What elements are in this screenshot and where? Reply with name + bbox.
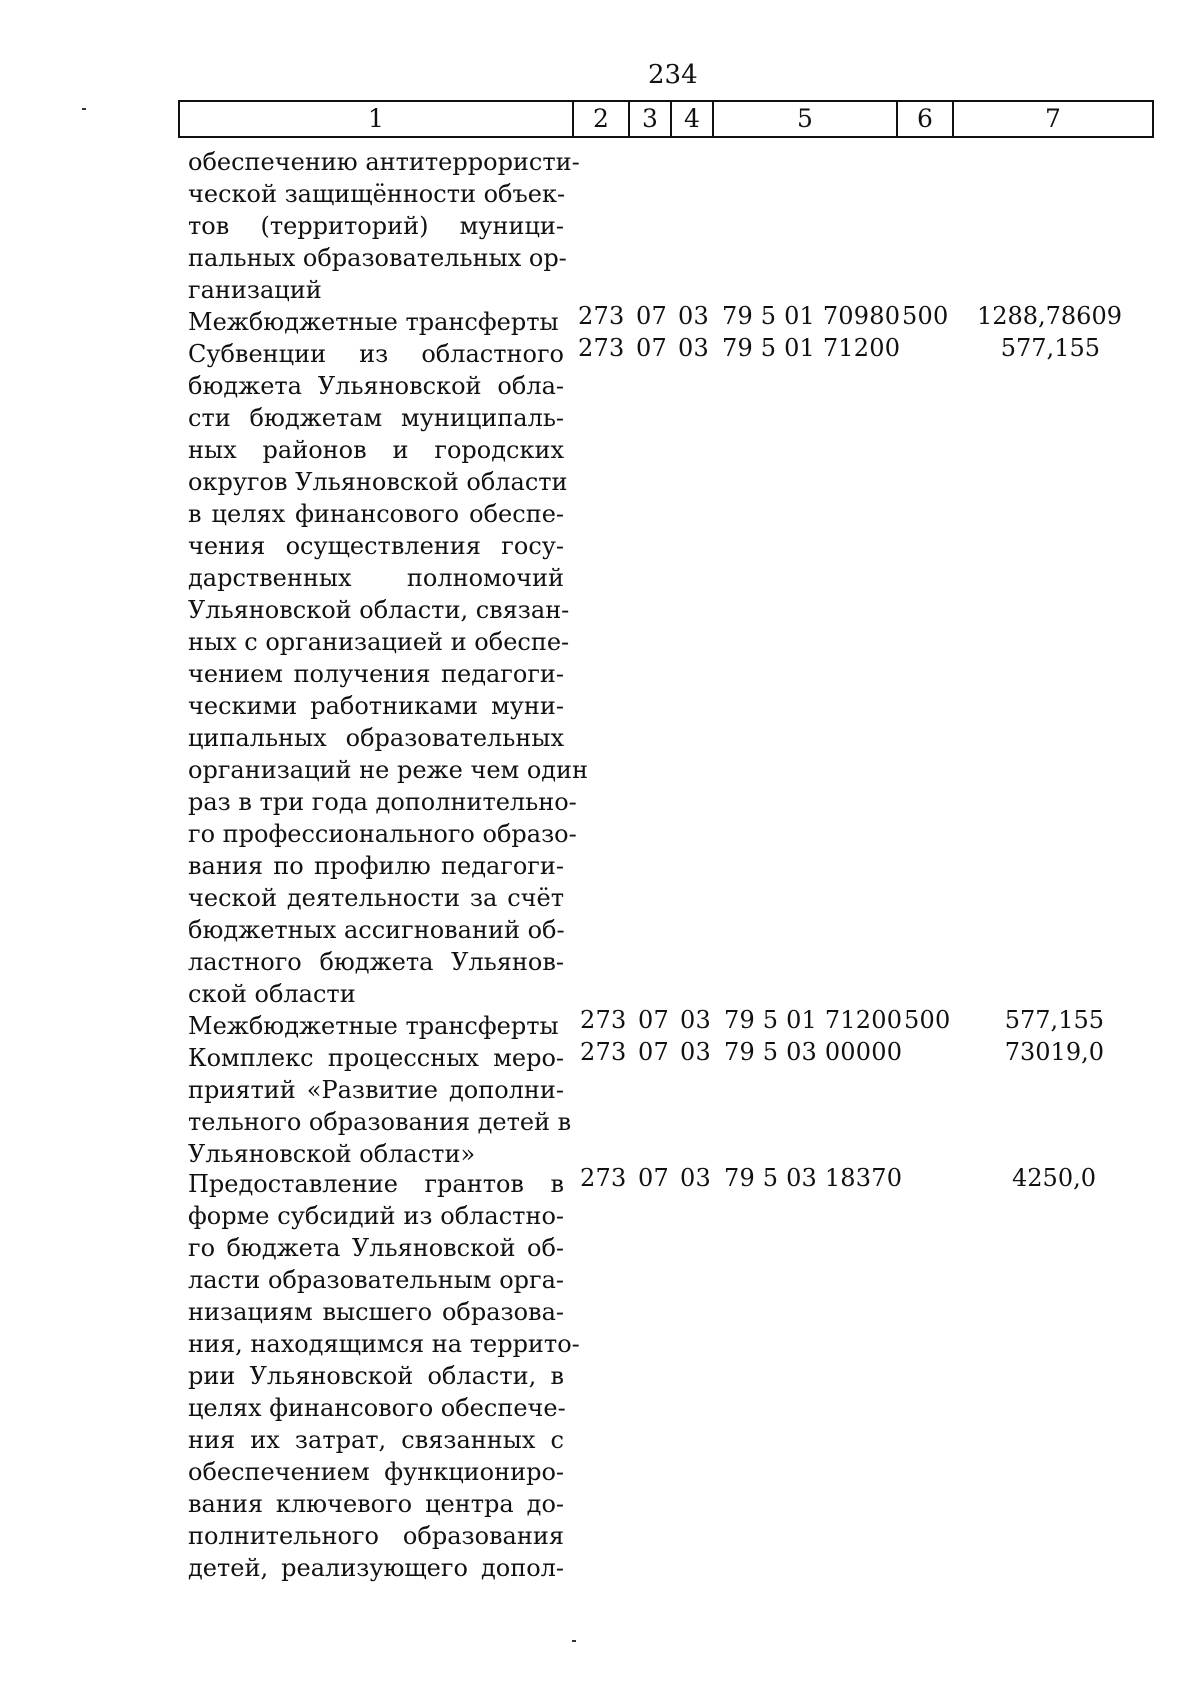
description-line: ческой защищённости объек- xyxy=(188,180,566,208)
table-header xyxy=(178,100,1154,138)
description-line: низациям высшего образова- xyxy=(188,1298,564,1326)
description-line: полнительного образования xyxy=(188,1522,564,1550)
description-line: бюджетных ассигнований об- xyxy=(188,916,565,944)
code-chapter: 273 xyxy=(580,1006,627,1034)
description-line: ласти образовательным орга- xyxy=(188,1266,564,1294)
code-target-item: 79 5 01 71200 xyxy=(724,1006,903,1034)
code-chapter: 273 xyxy=(580,1038,627,1066)
code-chapter: 273 xyxy=(578,302,625,330)
header-col-4: 4 xyxy=(670,102,712,136)
scan-speck xyxy=(82,108,86,110)
amount: 4250,0 xyxy=(1012,1164,1096,1192)
description-line: вания по профилю педагоги- xyxy=(188,852,564,880)
code-chapter: 273 xyxy=(580,1164,627,1192)
description-line: Межбюджетные трансферты xyxy=(188,308,559,336)
description-line: тельного образования детей в xyxy=(188,1108,572,1136)
description-line: сти бюджетам муниципаль- xyxy=(188,404,564,432)
description-line: форме субсидий из областно- xyxy=(188,1202,564,1230)
description-line: округов Ульяновской области xyxy=(188,468,568,496)
header-col-3: 3 xyxy=(628,102,670,136)
header-col-6: 6 xyxy=(896,102,952,136)
description-line: Ульяновской области» xyxy=(188,1140,476,1168)
code-expense-type: 500 xyxy=(904,1006,951,1034)
table-row-description xyxy=(188,1042,572,1170)
description-line: Межбюджетные трансферты xyxy=(188,1012,559,1040)
code-section: 07 xyxy=(638,1038,669,1066)
code-section: 07 xyxy=(638,1164,669,1192)
page-number: 234 xyxy=(648,60,698,90)
description-line: го профессионального образо- xyxy=(188,820,577,848)
code-section: 07 xyxy=(636,302,667,330)
amount: 577,155 xyxy=(1000,334,1100,362)
code-subsection: 03 xyxy=(680,1164,711,1192)
description-line: ния их затрат, связанных с xyxy=(188,1426,564,1454)
table-row-description xyxy=(188,146,580,306)
header-col-7: 7 xyxy=(952,102,1152,136)
amount: 577,155 xyxy=(1004,1006,1104,1034)
code-subsection: 03 xyxy=(680,1006,711,1034)
description-line: вания ключевого центра до- xyxy=(188,1490,564,1518)
description-line: чения осуществления госу- xyxy=(188,532,564,560)
description-line: рии Ульяновской области, в xyxy=(188,1362,564,1390)
description-line: Предоставление грантов в xyxy=(188,1170,564,1198)
description-line: обеспечению антитеррористи- xyxy=(188,148,580,176)
code-section: 07 xyxy=(638,1006,669,1034)
description-line: ческой деятельности за счёт xyxy=(188,884,564,912)
description-line: Субвенции из областного xyxy=(188,340,564,368)
code-subsection: 03 xyxy=(680,1038,711,1066)
code-target-item: 79 5 01 70980 xyxy=(722,302,901,330)
amount: 1288,78609 xyxy=(976,302,1122,330)
description-line: ской области xyxy=(188,980,356,1008)
code-target-item: 79 5 03 18370 xyxy=(724,1164,903,1192)
description-line: ных районов и городских xyxy=(188,436,564,464)
code-chapter: 273 xyxy=(578,334,625,362)
header-col-5: 5 xyxy=(712,102,896,136)
code-target-item: 79 5 01 71200 xyxy=(722,334,901,362)
description-line: целях финансового обеспече- xyxy=(188,1394,566,1422)
description-line: тов (территорий) муници- xyxy=(188,212,564,240)
description-line: детей, реализующего допол- xyxy=(188,1554,564,1582)
scan-speck xyxy=(572,1640,576,1642)
description-line: ческими работниками муни- xyxy=(188,692,564,720)
description-line: приятий «Развитие дополни- xyxy=(188,1076,564,1104)
description-line: чением получения педагоги- xyxy=(188,660,564,688)
header-col-2: 2 xyxy=(572,102,628,136)
description-line: ципальных образовательных xyxy=(188,724,564,752)
description-line: дарственных полномочий xyxy=(188,564,564,592)
description-line: Ульяновской области, связан- xyxy=(188,596,570,624)
description-line: Комплекс процессных меро- xyxy=(188,1044,564,1072)
header-col-1: 1 xyxy=(368,104,384,133)
description-line: ганизаций xyxy=(188,276,322,304)
table-row-description xyxy=(188,1168,580,1584)
description-line: ных с организацией и обеспе- xyxy=(188,628,570,656)
table-row-description xyxy=(188,1010,564,1042)
description-line: ния, находящимся на террито- xyxy=(188,1330,580,1358)
table-row-description xyxy=(188,338,589,1010)
description-line: ластного бюджета Ульянов- xyxy=(188,948,564,976)
description-line: организаций не реже чем один xyxy=(188,756,589,784)
code-expense-type: 500 xyxy=(902,302,949,330)
code-subsection: 03 xyxy=(678,334,709,362)
description-line: пальных образовательных ор- xyxy=(188,244,567,272)
description-line: го бюджета Ульяновской об- xyxy=(188,1234,564,1262)
description-line: раз в три года дополнительно- xyxy=(188,788,577,816)
code-target-item: 79 5 03 00000 xyxy=(724,1038,903,1066)
description-line: бюджета Ульяновской обла- xyxy=(188,372,564,400)
description-line: обеспечением функциониро- xyxy=(188,1458,564,1486)
table-row-description xyxy=(188,306,564,338)
description-line: в целях финансового обеспе- xyxy=(188,500,564,528)
code-section: 07 xyxy=(636,334,667,362)
amount: 73019,0 xyxy=(1004,1038,1104,1066)
code-subsection: 03 xyxy=(678,302,709,330)
